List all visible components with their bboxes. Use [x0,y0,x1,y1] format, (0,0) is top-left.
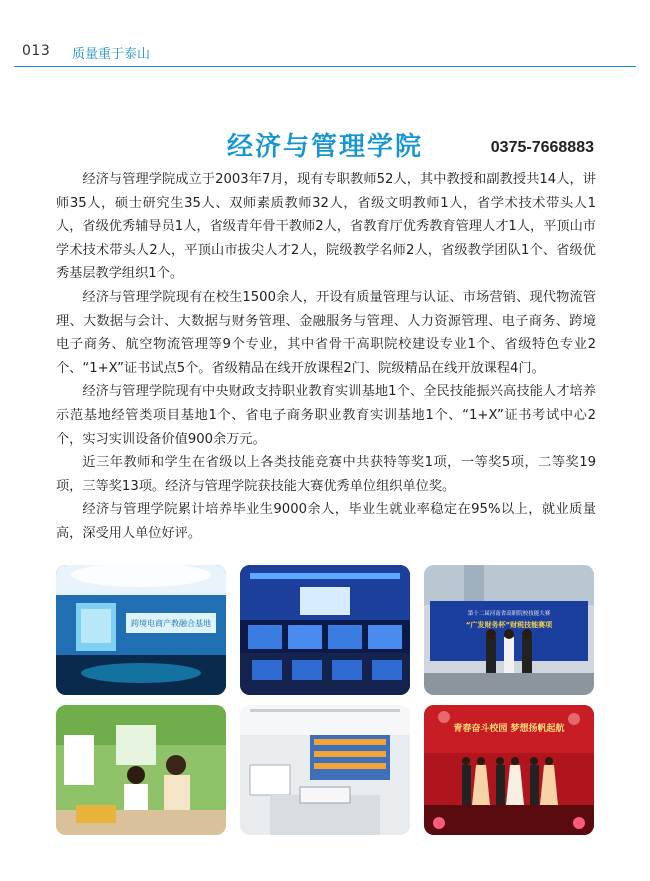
competition-banner-subtitle: 第十二届河南省高职院校技能大赛 [467,611,551,617]
photo-skills-competition [424,565,594,695]
photo-stage-performance [424,705,594,835]
body-text [56,168,596,546]
photo-computer-lab [240,565,410,695]
ecommerce-base-sign: 跨境电商产教融合基地 [131,619,211,628]
photo-outdoor-event [56,705,226,835]
photo-logistics-lab [240,705,410,835]
paragraph-majors: 经济与管理学院现有在校生1500余人，开设有质量管理与认证、市场营销、现代物流管理、大数据与会计、大数据与财务管理、金融服务与管理、人力资源管理、电子商务、跨境电子商务、航空物流管理等9个专业，其中省骨干高职院校建设专业1个、省级特色专业2个、“1+X”证书试点5个。省级精品在线开放课程2门、院级精品在线开放课程4门。 [56,289,596,376]
running-title: 质量重于泰山 [72,47,151,62]
performance-banner: 青春奋斗校园 梦想扬帆起航 [453,724,565,734]
competition-banner-title: “广发财务杯”财税技能赛项 [465,621,553,629]
page-number: 013 [22,43,51,59]
page-header [14,40,636,67]
section-title: 经济与管理学院 [226,132,423,162]
paragraph-facilities: 经济与管理学院现有中央财政支持职业教育实训基地1个、全民技能振兴高技能人才培养示范基地经管类项目基地1个、省电子商务职业教育实训基地1个、“1+X”证书考试中心2个，实习实训设备价值900余万元。 [56,384,596,447]
paragraph-graduates: 经济与管理学院累计培养毕业生9000余人，毕业生就业率稳定在95%以上，就业质量高，深受用人单位好评。 [56,502,596,541]
photo-ecommerce-base [56,565,226,695]
paragraph-faculty: 经济与管理学院成立于2003年7月，现有专职教师52人，其中教授和副教授共14人，讲师35人，硕士研究生35人、双师素质教师32人，省级文明教师1人，省学术技术带头人1人，省级优秀辅导员1人，省级青年骨干教师2人，省教育厅优秀教育管理人才1人，平顶山市学术技术带头人2人，平顶山市拔尖人才2人，院级教学名师2人，省级教学团队1个、省级优秀基层教学组织1个。 [56,172,596,282]
paragraph-awards: 近三年教师和学生在省级以上各类技能竞赛中共获特等奖1项，一等奖5项，二等奖19项，三等奖13项。经济与管理学院获技能大赛优秀单位组织单位奖。 [56,455,596,494]
phone-number: 0375-7668883 [490,139,594,156]
